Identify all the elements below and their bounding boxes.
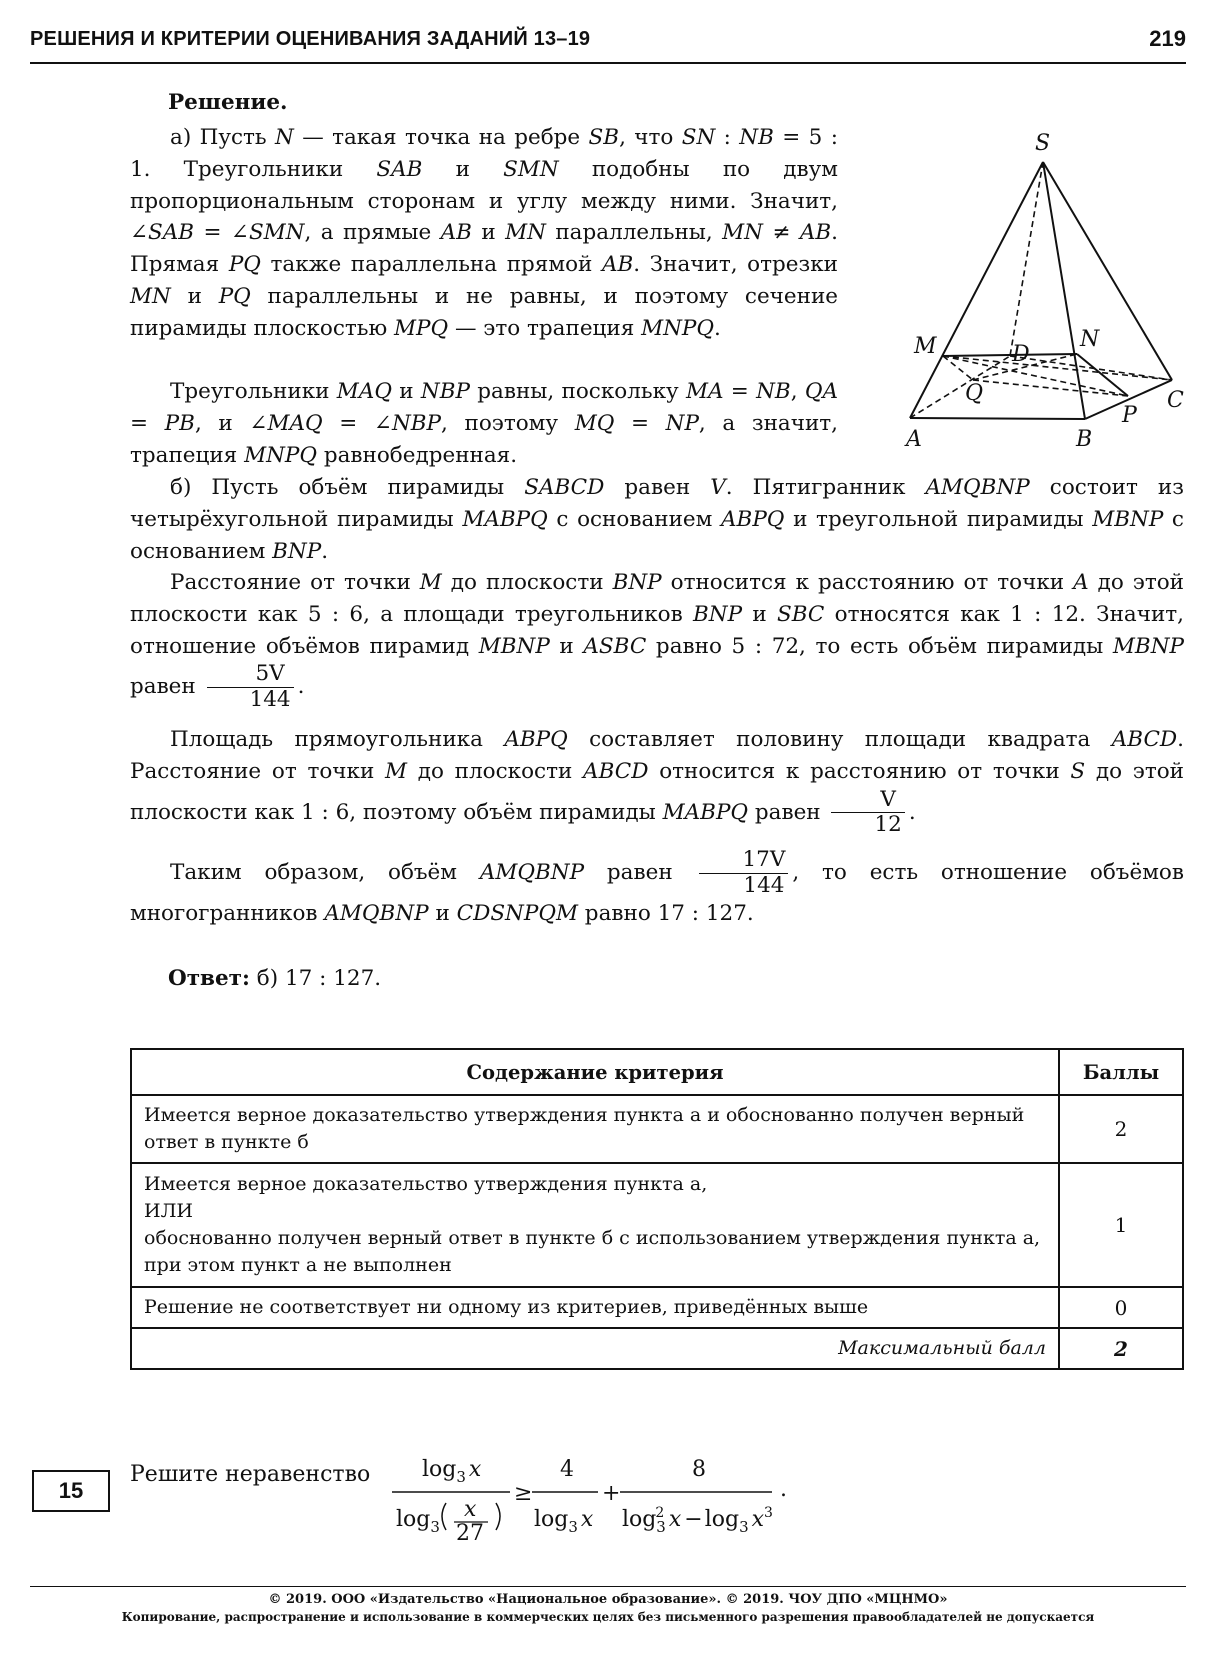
criteria-row (131, 1163, 1183, 1287)
answer (168, 966, 381, 991)
svg-text:27: 27 (456, 1521, 484, 1542)
criteria-header-points: Баллы (1059, 1049, 1183, 1095)
label-B: B (1076, 427, 1093, 452)
label-A: A (906, 427, 922, 452)
footer-copyright: © 2019. ООО «Издательство «Национальное образование». © 2019. ЧОУ ДПО «МЦНМО» (268, 1592, 948, 1607)
svg-text:.: . (780, 1477, 787, 1502)
svg-text:log3: $\log_3$ (396, 1507, 440, 1536)
part-b-paragraph-2: Расстояние от точки M до плоскости BNP относится к расстоянию от точки A до этой плоскости как 5 : 6, а площади треугольников BNP и SBC относятся как 1 : 12. Значит, отношение объёмов пирамид MBNP и ASBC равно 5 : 72, то есть объём пирамиды MBNP равен $\frac{5V}{144}$ . (130, 570, 1185, 713)
svg-text:log3x: $\log_3 x$ (534, 1507, 594, 1536)
task-prompt: Решите неравенство (130, 1462, 371, 1487)
fraction-5v-144: $\frac{5V}{144}$ (207, 662, 294, 712)
criteria-max-label: Максимальный балл (131, 1328, 1059, 1369)
criteria-text-line: Имеется верное доказательство утверждения пункта а, (144, 1173, 708, 1195)
task-inequality-formula (392, 1446, 832, 1542)
fraction-17v-144: $\frac{17V}{144}$ (699, 848, 788, 898)
criteria-header-content: Содержание критерия (131, 1049, 1059, 1095)
fraction-v-12: $\frac{V}{12}$ (831, 788, 904, 838)
criteria-text-line: обоснованно получен верный ответ в пункте б с использованием утверждения пункта а, при этом пункт а не выполнен (144, 1227, 1041, 1276)
svg-text:log3x: $\log_3 x$ (422, 1457, 482, 1486)
pyramid-figure (880, 128, 1186, 458)
part-b-paragraph-1: б) Пусть объём пирамиды SABCD равен V. Пятигранник AMQBNP состоит из четырёхугольной пирамиды MABPQ с основанием ABPQ и треугольной пирамиды MBNP с основанием BNP. (130, 475, 1184, 564)
criteria-text (131, 1163, 1059, 1287)
header-title: РЕШЕНИЯ И КРИТЕРИИ ОЦЕНИВАНИЯ ЗАДАНИЙ 13–19 (30, 28, 591, 50)
part-b-paragraph-4: Таким образом, объём AMQBNP равен $\frac{17V}{144}$ , то есть отношение объёмов многогранников AMQBNP и CDSNPQM равно 17 : 127. (130, 847, 1184, 927)
criteria-text: Имеется верное доказательство утверждения пункта а и обоснованно получен верный ответ в пункте б (131, 1095, 1059, 1163)
page-header (30, 22, 1186, 64)
label-C: C (1167, 388, 1184, 413)
label-N: N (1080, 327, 1100, 352)
criteria-points: 1 (1059, 1163, 1183, 1287)
svg-text:+: + (602, 1481, 621, 1506)
part-b-paragraph-3: Площадь прямоугольника ABPQ составляет половину площади квадрата ABCD. Расстояние от точки M до плоскости ABCD относится к расстоянию от точки S до этой плоскости как 1 : 6, поэтому объём пирамиды MABPQ равен $\frac{V}{12}$ . (130, 727, 1185, 838)
footer-notice: Копирование, распространение и использование в коммерческих целях без письменного разрешения правообладателей не допускается (121, 1610, 1095, 1624)
criteria-table (130, 1048, 1184, 1370)
svg-text:≥: ≥ (514, 1481, 533, 1506)
criteria-points: 2 (1059, 1095, 1183, 1163)
answer-value: б) 17 : 127. (256, 966, 382, 991)
criteria-max-points: 2 (1059, 1328, 1183, 1369)
task-number: 15 (32, 1470, 110, 1512)
label-P: P (1122, 403, 1137, 428)
svg-text:4: 4 (560, 1457, 574, 1482)
criteria-row (131, 1287, 1183, 1328)
label-D: D (1012, 342, 1030, 367)
page-number: 219 (1149, 26, 1186, 51)
label-Q: Q (965, 381, 984, 406)
criteria-points: 0 (1059, 1287, 1183, 1328)
criteria-row (131, 1095, 1183, 1163)
part-a-paragraph-1: а) Пусть N — такая точка на ребре SB, что SN : NB = 5 : 1. Треугольники SAB и SMN подобны по двум пропорциональным сторонам и углу между ними. Значит, ∠SAB = ∠SMN, а прямые AB и MN параллельны, MN ≠ AB. Прямая PQ также параллельна прямой AB. Значит, отрезки MN и PQ параллельны и не равны, и поэтому сечение пирамиды плоскостью MPQ — это трапеция MNPQ. (130, 125, 839, 341)
footer-divider (30, 1586, 1186, 1587)
svg-text:log23x−log3x3: log2 3 $x -\log_3$ $x^3$ (622, 1505, 773, 1536)
solution-heading: Решение. (168, 90, 288, 115)
criteria-header-row (131, 1049, 1183, 1095)
criteria-max-row (131, 1328, 1183, 1369)
svg-text:8: 8 (692, 1457, 706, 1482)
svg-text:x: x (464, 1497, 477, 1522)
criteria-text-line: ИЛИ (144, 1200, 193, 1222)
criteria-text: Решение не соответствует ни одному из критериев, приведённых выше (131, 1287, 1059, 1328)
label-S: S (1035, 131, 1051, 156)
label-M: M (914, 334, 937, 359)
part-a-paragraph-2: Треугольники MAQ и NBP равны, поскольку MA = NB, QA = PB, и ∠MAQ = ∠NBP, поэтому MQ = NP, а значит, трапеция MNPQ равнобедренная. (130, 379, 839, 468)
answer-label: Ответ: (168, 966, 250, 991)
